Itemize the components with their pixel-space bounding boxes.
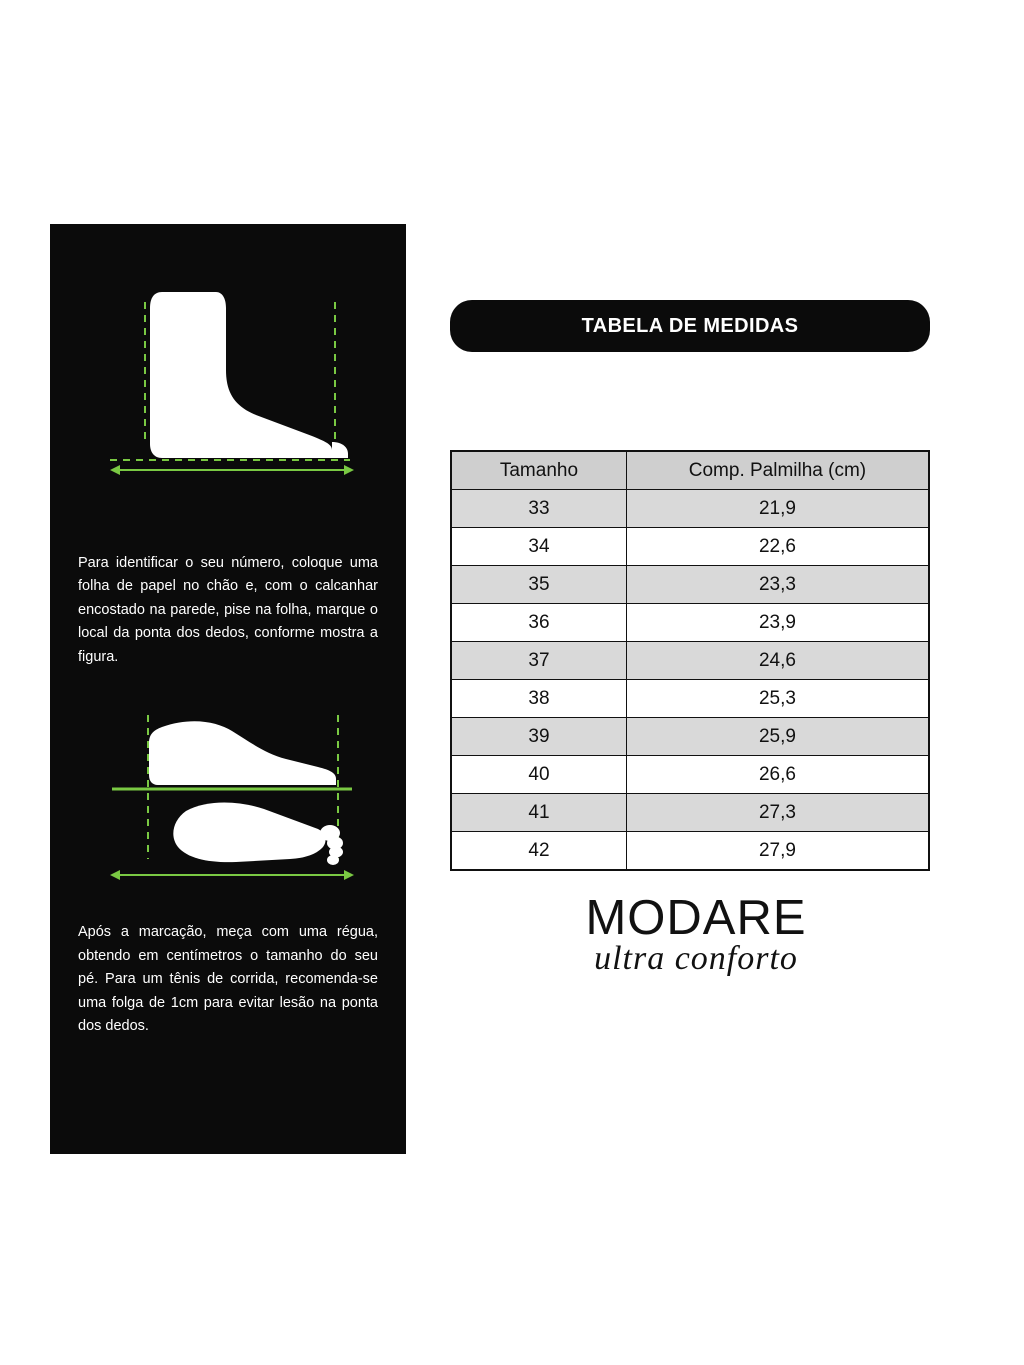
cell-insole: 25,9 <box>626 718 929 756</box>
table-row <box>451 718 929 756</box>
cell-insole: 27,3 <box>626 794 929 832</box>
table-row <box>451 756 929 794</box>
cell-insole: 26,6 <box>626 756 929 794</box>
brand-tagline: ultra conforto <box>594 940 798 977</box>
cell-size: 33 <box>451 490 626 528</box>
page-title: TABELA DE MEDIDAS <box>450 300 930 352</box>
cell-size: 42 <box>451 832 626 871</box>
table-row <box>451 528 929 566</box>
table-row <box>451 794 929 832</box>
cell-insole: 27,9 <box>626 832 929 871</box>
column-header-size: Tamanho <box>451 451 626 490</box>
brand-logo <box>486 890 906 978</box>
table-row <box>451 832 929 871</box>
table-row <box>451 680 929 718</box>
brand-name-part1: MO <box>585 891 667 945</box>
instruction-text-step1: Para identificar o seu número, coloque uma folha de papel no chão e, com o calcanhar encostado na parede, pise na folha, marque o local da ponta dos dedos, conforme mostra a figura. <box>78 555 378 665</box>
size-table <box>450 450 930 871</box>
cell-insole: 22,6 <box>626 528 929 566</box>
cell-size: 39 <box>451 718 626 756</box>
instructions-panel <box>50 224 406 1154</box>
table-row <box>451 566 929 604</box>
brand-name-part2: DA <box>666 891 737 945</box>
cell-size: 38 <box>451 680 626 718</box>
brand-name <box>486 890 906 946</box>
cell-insole: 21,9 <box>626 490 929 528</box>
instruction-text-step2: Após a marcação, meça com uma régua, obtendo em centímetros o tamanho do seu pé. Para um tênis de corrida, recomenda-se uma folga de 1cm para evitar lesão na ponta dos dedos. <box>78 924 378 1035</box>
cell-size: 37 <box>451 642 626 680</box>
cell-size: 36 <box>451 604 626 642</box>
table-row <box>451 642 929 680</box>
cell-insole: 24,6 <box>626 642 929 680</box>
table-header-row <box>451 451 929 490</box>
foot-side-view-diagram <box>50 284 406 534</box>
cell-size: 40 <box>451 756 626 794</box>
cell-insole: 25,3 <box>626 680 929 718</box>
cell-size: 41 <box>451 794 626 832</box>
cell-size: 34 <box>451 528 626 566</box>
column-header-insole: Comp. Palmilha (cm) <box>626 451 929 490</box>
table-row <box>451 604 929 642</box>
brand-name-part3: RE <box>736 891 807 945</box>
foot-top-view-diagram <box>50 709 406 899</box>
cell-insole: 23,9 <box>626 604 929 642</box>
cell-size: 35 <box>451 566 626 604</box>
cell-insole: 23,3 <box>626 566 929 604</box>
measurements-section <box>450 300 930 871</box>
table-row <box>451 490 929 528</box>
